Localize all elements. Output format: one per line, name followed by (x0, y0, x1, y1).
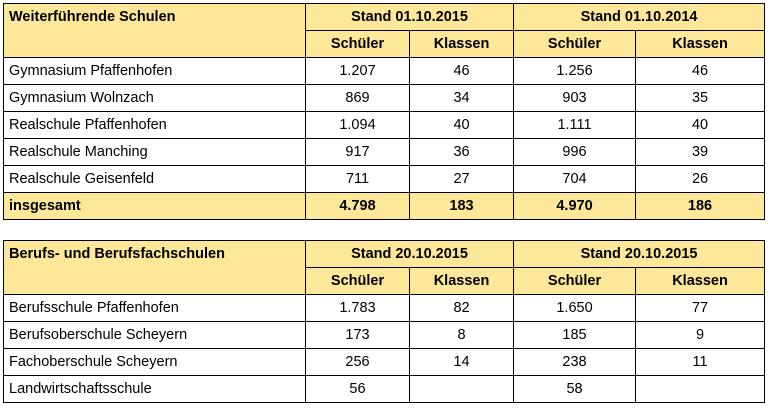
classes-cell: 35 (636, 85, 765, 112)
table-row (4, 58, 765, 85)
group-header: Stand 01.10.2015 (306, 4, 514, 31)
students-cell: 58 (514, 376, 636, 403)
students-cell: 711 (306, 166, 410, 193)
table-row (4, 295, 765, 322)
classes-cell: 34 (410, 85, 514, 112)
total-cell: 186 (636, 193, 765, 220)
classes-cell: 8 (410, 322, 514, 349)
school-name: Fachoberschule Scheyern (4, 349, 306, 376)
column-header-classes: Klassen (410, 31, 514, 58)
group-header: Stand 20.10.2015 (306, 241, 514, 268)
school-name: Realschule Geisenfeld (4, 166, 306, 193)
students-cell: 1.256 (514, 58, 636, 85)
header-spacer (4, 31, 306, 58)
students-cell: 1.094 (306, 112, 410, 139)
school-name: Realschule Pfaffenhofen (4, 112, 306, 139)
column-header-students: Schüler (306, 268, 410, 295)
table-title: Weiterführende Schulen (4, 4, 306, 31)
students-cell: 1.783 (306, 295, 410, 322)
classes-cell: 11 (636, 349, 765, 376)
total-label: insgesamt (4, 193, 306, 220)
header-spacer (4, 268, 306, 295)
classes-cell: 14 (410, 349, 514, 376)
classes-cell (410, 376, 514, 403)
school-name: Berufsoberschule Scheyern (4, 322, 306, 349)
vocational-schools-table (3, 240, 765, 403)
table-row (4, 85, 765, 112)
total-cell: 4.970 (514, 193, 636, 220)
table-row (4, 166, 765, 193)
classes-cell: 46 (410, 58, 514, 85)
students-cell: 185 (514, 322, 636, 349)
classes-cell: 40 (410, 112, 514, 139)
total-cell: 183 (410, 193, 514, 220)
classes-cell: 26 (636, 166, 765, 193)
table-row (4, 349, 765, 376)
students-cell: 56 (306, 376, 410, 403)
students-cell: 1.207 (306, 58, 410, 85)
total-cell: 4.798 (306, 193, 410, 220)
school-name: Landwirtschaftsschule (4, 376, 306, 403)
column-header-classes: Klassen (410, 268, 514, 295)
students-cell: 903 (514, 85, 636, 112)
classes-cell: 39 (636, 139, 765, 166)
students-cell: 1.111 (514, 112, 636, 139)
students-cell: 173 (306, 322, 410, 349)
table-row (4, 112, 765, 139)
column-header-students: Schüler (514, 31, 636, 58)
table-title: Berufs- und Berufsfachschulen (4, 241, 306, 268)
students-cell: 869 (306, 85, 410, 112)
students-cell: 917 (306, 139, 410, 166)
table-row (4, 376, 765, 403)
column-header-classes: Klassen (636, 31, 765, 58)
students-cell: 256 (306, 349, 410, 376)
classes-cell: 40 (636, 112, 765, 139)
table-row (4, 322, 765, 349)
school-name: Berufsschule Pfaffenhofen (4, 295, 306, 322)
students-cell: 1.650 (514, 295, 636, 322)
classes-cell: 9 (636, 322, 765, 349)
column-header-students: Schüler (514, 268, 636, 295)
table-row (4, 139, 765, 166)
school-name: Gymnasium Pfaffenhofen (4, 58, 306, 85)
school-name: Realschule Manching (4, 139, 306, 166)
students-cell: 704 (514, 166, 636, 193)
column-header-students: Schüler (306, 31, 410, 58)
classes-cell: 77 (636, 295, 765, 322)
group-header: Stand 20.10.2015 (514, 241, 765, 268)
students-cell: 996 (514, 139, 636, 166)
column-header-classes: Klassen (636, 268, 765, 295)
school-name: Gymnasium Wolnzach (4, 85, 306, 112)
secondary-schools-table (3, 3, 765, 220)
classes-cell: 82 (410, 295, 514, 322)
classes-cell: 46 (636, 58, 765, 85)
classes-cell (636, 376, 765, 403)
classes-cell: 27 (410, 166, 514, 193)
group-header: Stand 01.10.2014 (514, 4, 765, 31)
classes-cell: 36 (410, 139, 514, 166)
students-cell: 238 (514, 349, 636, 376)
